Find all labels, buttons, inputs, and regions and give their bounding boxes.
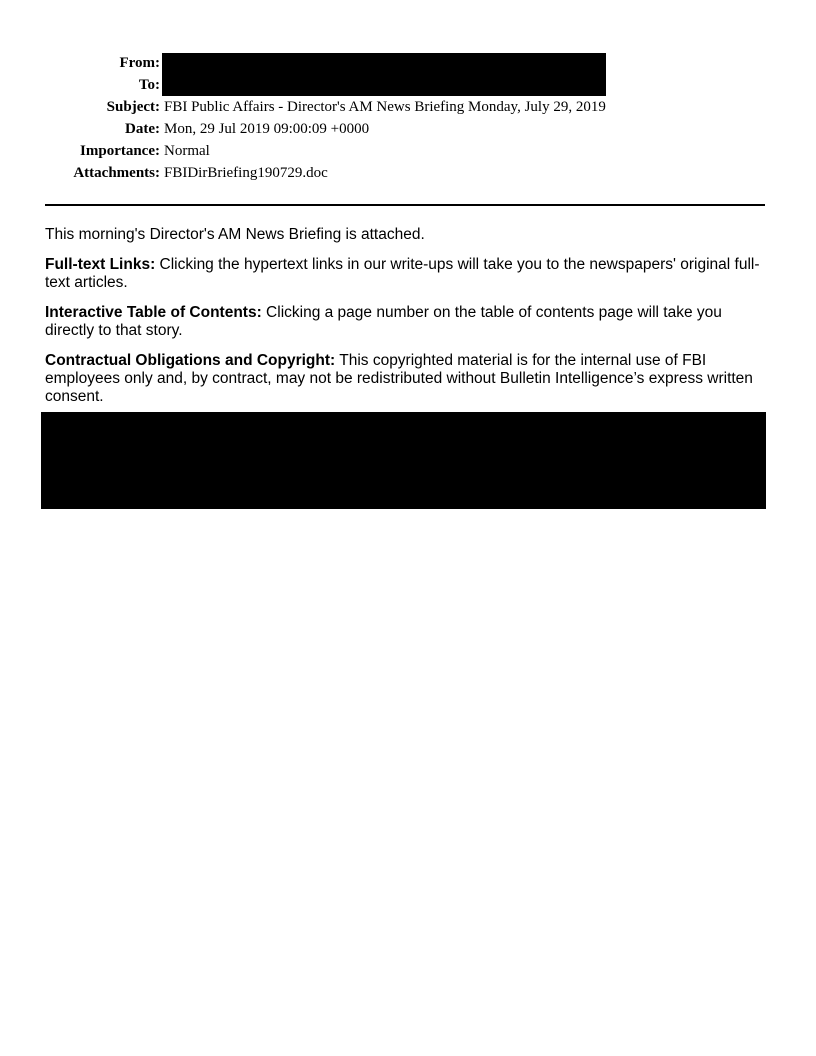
full-text-links-text: Clicking the hypertext links in our write-ups will take you to the newspapers' original full-text articles. xyxy=(45,256,760,291)
from-label: From: xyxy=(119,55,160,71)
date-label: Date: xyxy=(125,121,160,137)
to-label: To: xyxy=(138,77,160,93)
subject-value: FBI Public Affairs - Director's AM News Briefing Monday, July 29, 2019 xyxy=(164,99,606,115)
redaction-box-from-to xyxy=(162,53,606,96)
toc-text: Clicking a page number on the table of contents page will take you directly to that story. xyxy=(45,304,722,339)
subject-row xyxy=(0,96,816,118)
intro-text: This morning's Director's AM News Briefing is attached. xyxy=(45,226,425,243)
copyright-text: This copyrighted material is for the internal use of FBI employees only and, by contract, may not be redistributed without Bulletin Intelligence’s express written consent. xyxy=(45,352,753,405)
copyright-heading: Contractual Obligations and Copyright: xyxy=(45,352,336,369)
intro-paragraph xyxy=(45,226,765,244)
full-text-links-heading: Full-text Links: xyxy=(45,256,156,273)
date-value: Mon, 29 Jul 2019 09:00:09 +0000 xyxy=(164,121,370,137)
toc-heading: Interactive Table of Contents: xyxy=(45,304,262,321)
toc-paragraph xyxy=(45,304,765,340)
attachments-row xyxy=(0,162,816,184)
date-row xyxy=(0,118,816,140)
subject-label: Subject: xyxy=(106,99,160,115)
importance-label: Importance: xyxy=(80,143,160,159)
attachment-file-link[interactable]: FBIDirBriefing190729.doc xyxy=(164,165,328,181)
header-divider xyxy=(45,204,765,206)
redaction-box-body xyxy=(41,412,766,509)
full-text-links-paragraph xyxy=(45,256,765,292)
attachments-label: Attachments: xyxy=(73,165,160,181)
copyright-paragraph xyxy=(45,352,765,406)
email-body xyxy=(45,226,765,418)
importance-row xyxy=(0,140,816,162)
importance-value: Normal xyxy=(164,143,210,159)
